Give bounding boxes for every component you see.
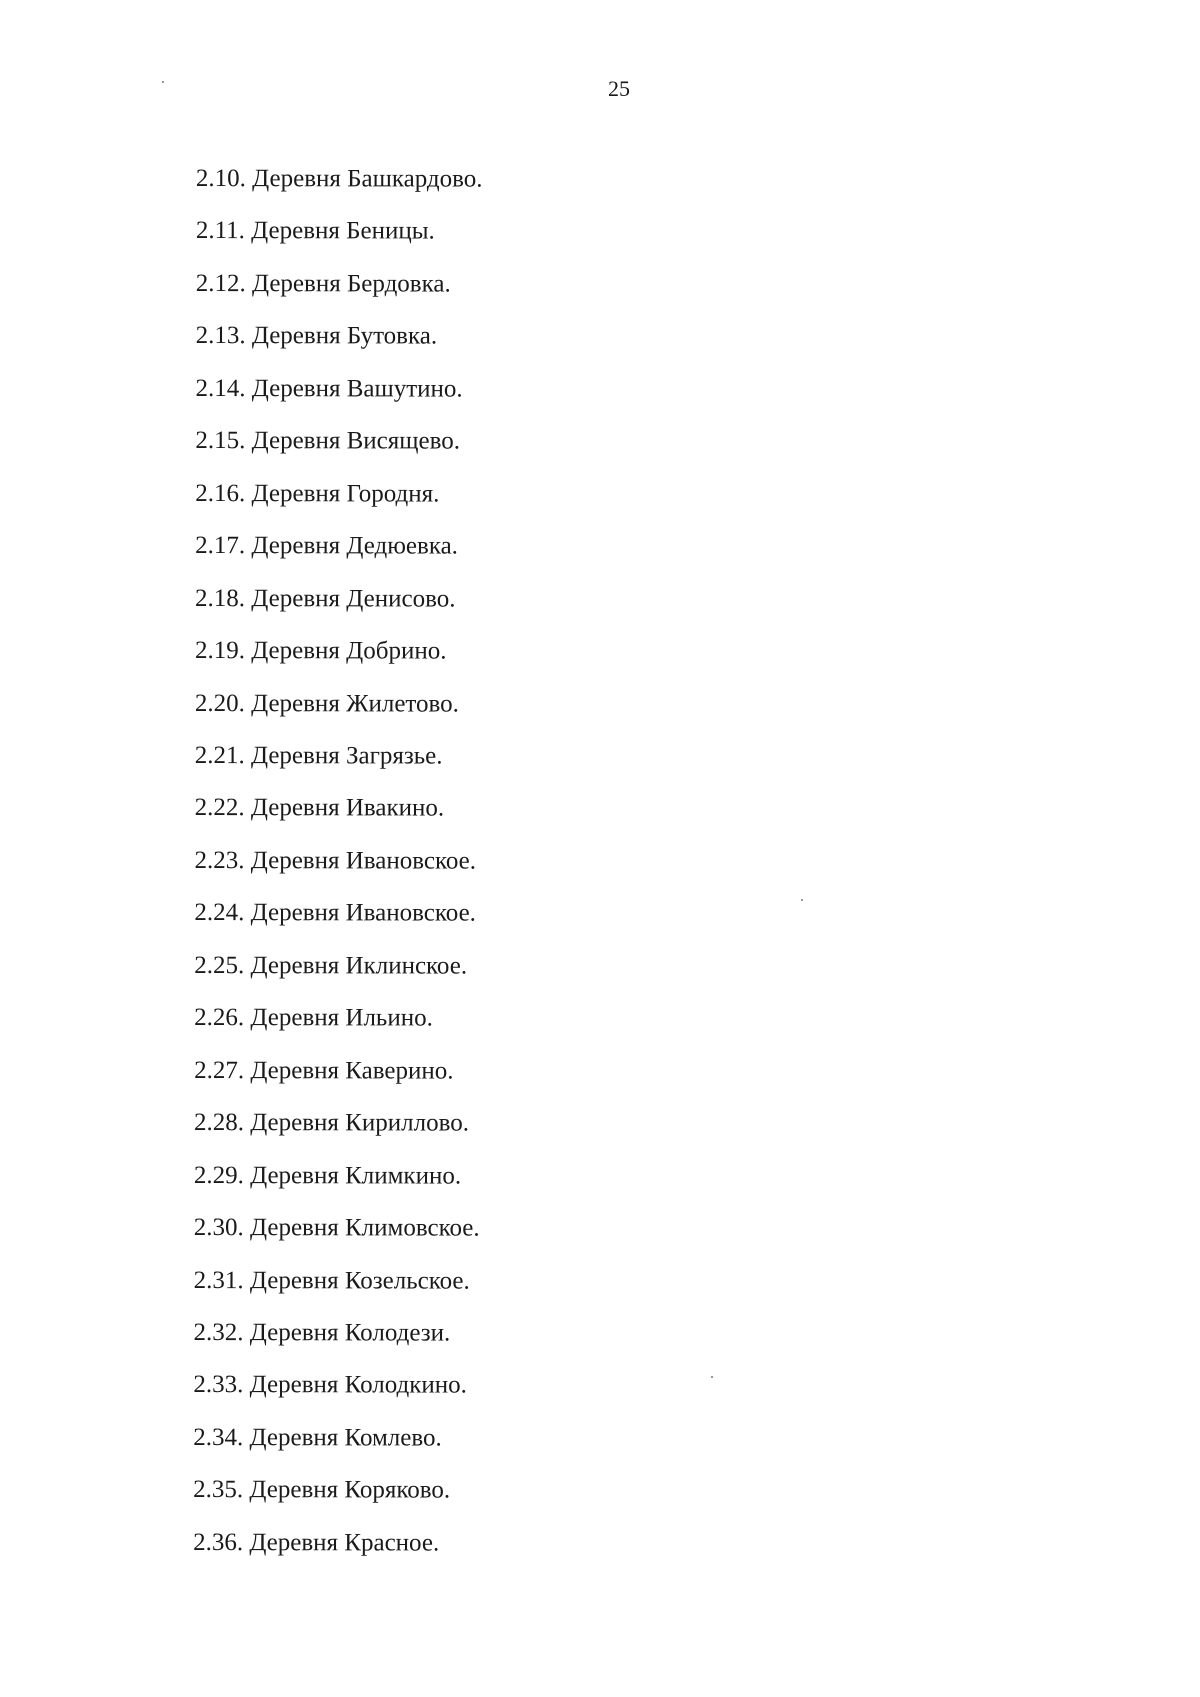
- list-item: 2.35. Деревня Коряково.: [193, 1476, 451, 1504]
- list-item: 2.10. Деревня Башкардово.: [195, 164, 483, 193]
- list-item: 2.21. Деревня Загрязье.: [194, 741, 443, 770]
- scan-speck: [801, 899, 803, 901]
- list-item: 2.36. Деревня Красное.: [193, 1528, 440, 1557]
- list-item: 2.26. Деревня Ильино.: [194, 1004, 433, 1032]
- list-item: 2.12. Деревня Бердовка.: [195, 269, 451, 298]
- list-item: 2.28. Деревня Кириллово.: [193, 1109, 469, 1137]
- list-item: 2.19. Деревня Добрино.: [194, 637, 447, 665]
- list-item: 2.14. Деревня Вашутино.: [195, 374, 463, 403]
- list-item: 2.16. Деревня Городня.: [195, 479, 440, 508]
- list-item: 2.29. Деревня Климкино.: [193, 1161, 462, 1190]
- list-item: 2.31. Деревня Козельское.: [193, 1266, 470, 1295]
- scan-speck: [711, 1376, 713, 1378]
- list-item: 2.17. Деревня Дедюевка.: [195, 532, 458, 560]
- list-item: 2.18. Деревня Денисово.: [195, 584, 456, 613]
- list-item: 2.20. Деревня Жилетово.: [194, 689, 459, 718]
- page-number: 25: [608, 76, 630, 101]
- list-item: 2.27. Деревня Каверино.: [194, 1056, 454, 1085]
- scan-speck: [162, 81, 164, 83]
- list-item: 2.33. Деревня Колодкино.: [193, 1371, 467, 1399]
- list-item: 2.25. Деревня Иклинское.: [194, 951, 468, 980]
- list-item: 2.11. Деревня Беницы.: [195, 217, 435, 245]
- settlement-list: [193, 153, 483, 1570]
- list-item: 2.13. Деревня Бутовка.: [195, 322, 438, 350]
- list-item: 2.34. Деревня Комлево.: [193, 1423, 442, 1452]
- list-item: 2.24. Деревня Ивановское.: [194, 899, 476, 927]
- list-item: 2.32. Деревня Колодези.: [193, 1318, 451, 1347]
- list-item: 2.15. Деревня Висящево.: [195, 427, 461, 455]
- list-item: 2.30. Деревня Климовское.: [193, 1214, 480, 1242]
- list-item: 2.23. Деревня Ивановское.: [194, 846, 477, 875]
- list-item: 2.22. Деревня Ивакино.: [194, 794, 445, 822]
